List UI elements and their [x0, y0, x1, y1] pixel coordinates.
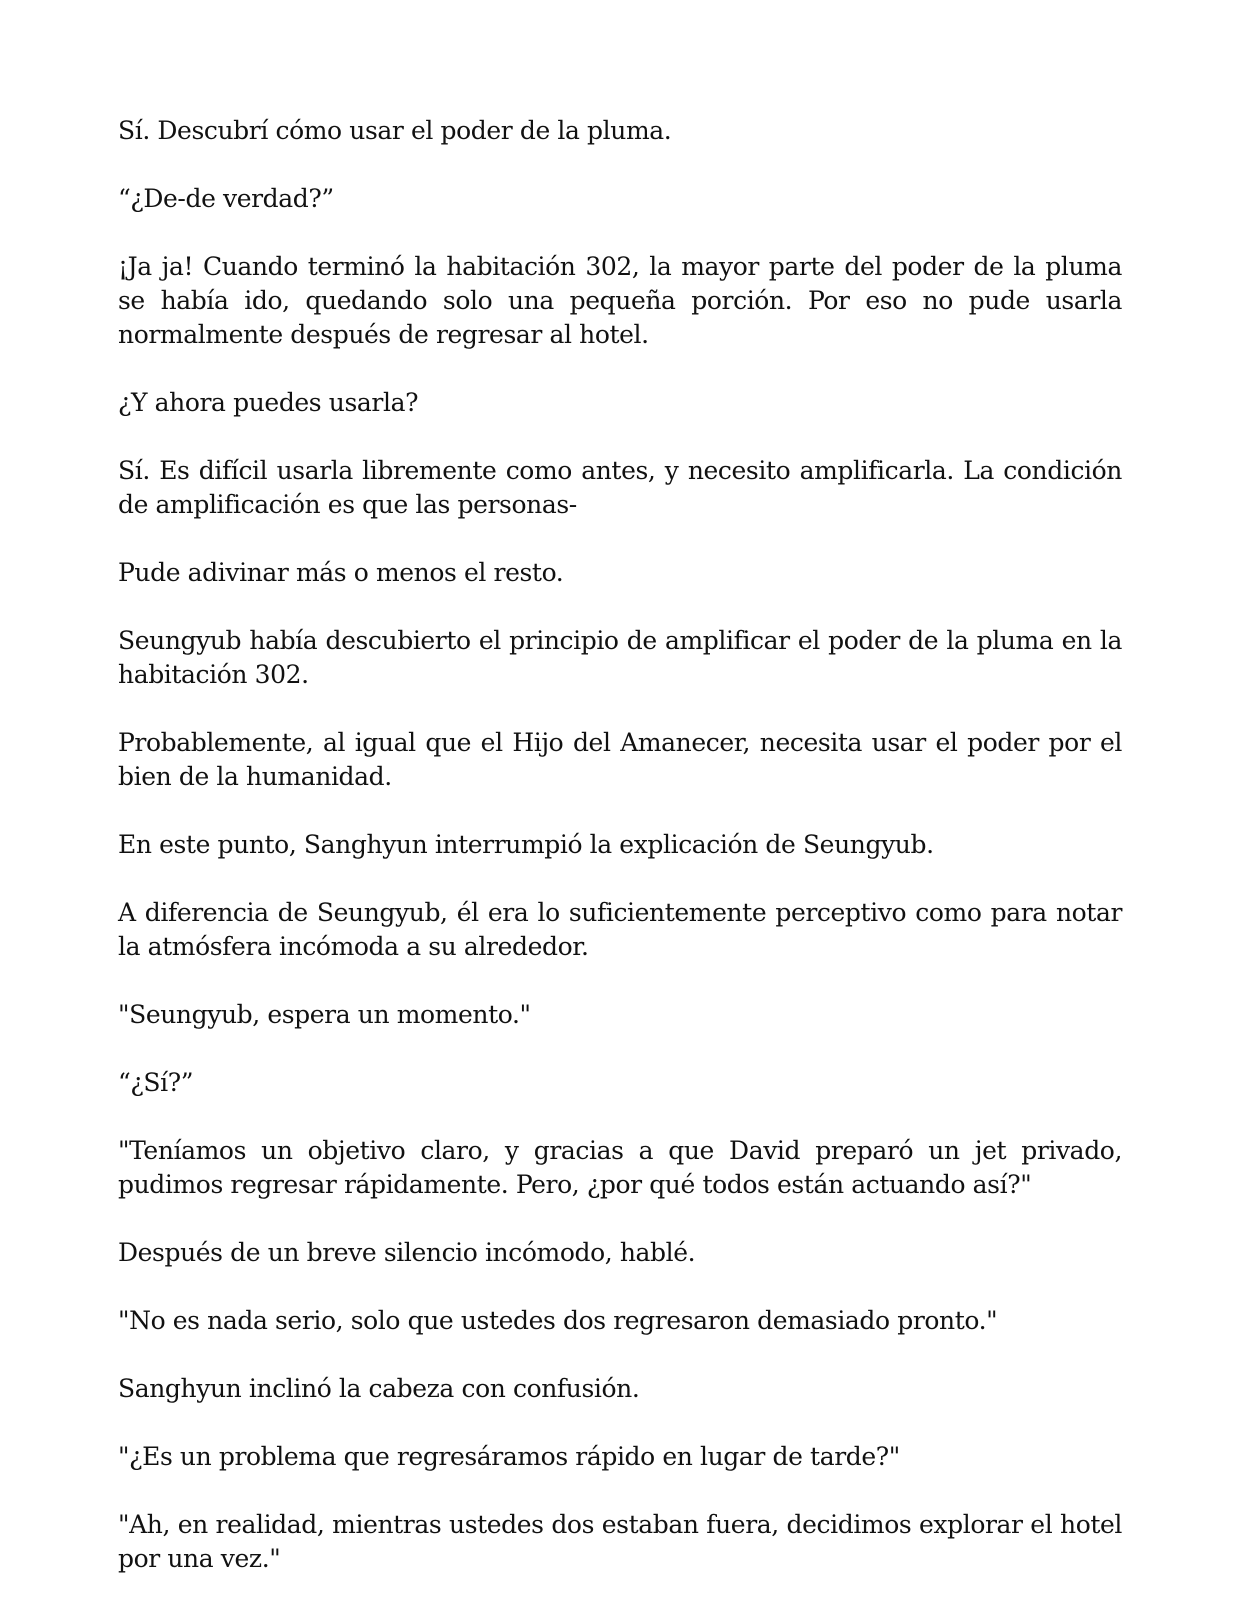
paragraph: ¿Y ahora puedes usarla?	[118, 388, 419, 417]
paragraph: "No es nada serio, solo que ustedes dos regresaron demasiado pronto."	[118, 1306, 998, 1335]
paragraph: “¿De-de verdad?”	[118, 184, 334, 213]
paragraph: A diferencia de Seungyub, él era lo suficientemente perceptivo como para notar la atmósfera incómoda a su alrededor.	[118, 898, 1122, 961]
paragraph: "Teníamos un objetivo claro, y gracias a que David preparó un jet privado, pudimos regresar rápidamente. Pero, ¿por qué todos están actuando así?"	[118, 1136, 1122, 1199]
paragraph: Sí. Descubrí cómo usar el poder de la pluma.	[118, 116, 672, 145]
paragraph: "Seungyub, espera un momento."	[118, 1000, 531, 1029]
paragraph: ¡Ja ja! Cuando terminó la habitación 302, la mayor parte del poder de la pluma se había ido, quedando solo una pequeña porción. Por eso no pude usarla normalmente después de regresar al hotel.	[118, 252, 1122, 349]
paragraph: Sí. Es difícil usarla libremente como antes, y necesito amplificarla. La condición de amplificación es que las personas-	[118, 456, 1122, 519]
paragraph: Probablemente, al igual que el Hijo del Amanecer, necesita usar el poder por el bien de la humanidad.	[118, 728, 1122, 791]
paragraph: "Ah, en realidad, mientras ustedes dos estaban fuera, decidimos explorar el hotel por una vez."	[118, 1510, 1122, 1573]
paragraph: "¿Es un problema que regresáramos rápido en lugar de tarde?"	[118, 1442, 900, 1471]
paragraph: Pude adivinar más o menos el resto.	[118, 558, 564, 587]
document-body	[118, 114, 1122, 1576]
paragraph: Seungyub había descubierto el principio de amplificar el poder de la pluma en la habitación 302.	[118, 626, 1122, 689]
paragraph: Sanghyun inclinó la cabeza con confusión.	[118, 1374, 640, 1403]
paragraph: En este punto, Sanghyun interrumpió la explicación de Seungyub.	[118, 830, 934, 859]
paragraph: “¿Sí?”	[118, 1068, 194, 1097]
paragraph: Después de un breve silencio incómodo, hablé.	[118, 1238, 696, 1267]
